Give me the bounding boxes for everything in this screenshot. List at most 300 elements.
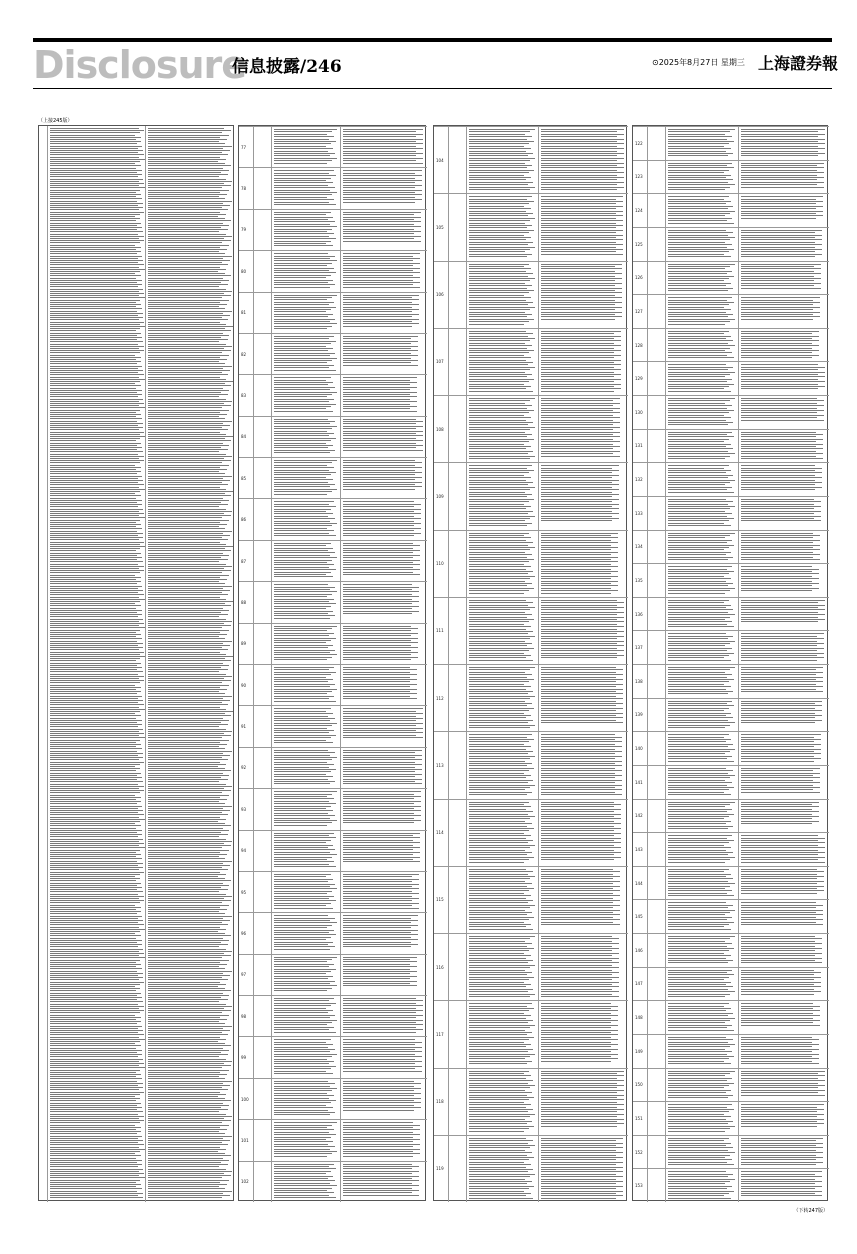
text-line [541,1176,623,1177]
text-line [741,862,825,863]
text-line [541,1097,617,1098]
text-line [541,958,619,959]
text-line [668,336,731,337]
text-line [668,1054,727,1055]
text-line [343,818,414,819]
text-line [469,1119,525,1120]
text-line [741,355,819,356]
text-line [343,659,411,660]
text-line [50,480,143,481]
text-line [541,948,619,949]
text-line [741,1015,820,1016]
text-line [343,280,413,281]
text-line [741,1054,819,1055]
text-line [148,229,228,230]
text-line [148,634,227,635]
text-line [274,742,333,743]
text-line [50,509,143,510]
text-line [741,1022,813,1023]
text-line [541,537,618,538]
text-line [469,1150,525,1151]
text-line [469,970,525,971]
text-line [148,311,232,312]
text-line [50,779,137,780]
text-line [541,251,616,252]
text-line [343,879,419,880]
text-line [741,922,816,923]
text-line [274,927,327,928]
text-line [50,922,138,923]
text-line [469,177,531,178]
text-line [668,350,725,351]
text-line [50,691,141,692]
text-line [741,581,812,582]
text-line [274,659,327,660]
text-line [741,148,825,149]
text-line [50,652,144,653]
text-line [469,1032,532,1033]
text-line [274,603,336,604]
text-line [668,1061,724,1062]
text-line [343,927,411,928]
text-line [541,970,612,971]
text-line [469,559,534,560]
text-line [541,785,622,786]
text-line [50,737,145,738]
text-line [50,194,141,195]
text-line [148,278,223,279]
text-line [469,593,524,594]
text-line [741,607,818,608]
text-line [541,283,622,284]
text-line [274,716,328,717]
text-line [668,444,731,445]
text-line [741,506,821,507]
text-line [668,789,729,790]
text-line [541,859,614,860]
text-line [541,333,614,334]
text-line [343,698,417,699]
paper-name: 上海證券報 [758,54,839,73]
text-line [343,129,423,130]
text-line [668,352,732,353]
text-line [469,619,534,620]
text-line [50,564,138,565]
text-line [668,278,729,279]
text-line [668,814,734,815]
text-line [50,1087,143,1088]
text-line [274,920,330,921]
text-line [541,170,617,171]
text-line [469,564,524,565]
text-line [541,254,623,255]
text-line [50,471,141,472]
text-line [148,203,223,204]
text-line [148,605,231,606]
text-line [741,408,817,409]
text-line [50,355,135,356]
text-line [469,607,535,608]
text-line [469,480,526,481]
text-line [541,857,621,858]
text-line [50,165,141,166]
text-line [274,803,336,804]
text-line [148,834,228,835]
text-line [668,266,730,267]
text-line [741,1090,825,1091]
text-line [469,761,525,762]
text-line [668,1058,729,1059]
text-line [668,254,724,255]
row-number: 83 [241,392,247,398]
text-line [50,401,139,402]
text-line [668,1138,729,1139]
text-line [274,1095,334,1096]
text-line [50,834,142,835]
text-line [343,358,411,359]
text-line [274,1185,337,1186]
text-line [668,1022,725,1023]
text-line [741,348,812,349]
text-line [274,1114,330,1115]
text-line [274,358,337,359]
text-line [343,253,420,254]
text-line [668,1107,727,1108]
text-line [741,232,815,233]
text-line [541,645,624,646]
text-line [741,379,818,380]
text-line [741,720,822,721]
text-line [343,182,415,183]
text-line [741,737,814,738]
text-line [50,570,144,571]
text-line [668,621,732,622]
text-line [469,789,525,790]
text-line [274,1153,332,1154]
text-line [541,629,617,630]
text-line [148,799,227,800]
text-line [343,148,423,149]
text-line [469,153,533,154]
text-line [274,881,328,882]
text-line [343,769,422,770]
text-line [343,650,411,651]
text-line [469,256,527,257]
text-line [274,192,337,193]
text-line [469,869,526,870]
text-line [541,746,622,747]
text-line [148,1173,224,1174]
continued-from-label: （上接245版） [38,118,73,124]
text-line [148,330,231,331]
text-line [50,601,140,602]
text-line [274,486,330,487]
text-line [148,924,228,925]
text-line [50,911,141,912]
text-line [541,412,620,413]
text-line [668,520,729,521]
text-line [343,1190,419,1191]
text-line [668,218,732,219]
text-line [541,1116,617,1117]
text-line [343,231,421,232]
text-line [274,574,326,575]
text-line [741,787,820,788]
text-line [148,830,229,831]
text-line [469,583,532,584]
text-line [274,212,331,213]
text-line [343,173,415,174]
text-line [541,319,615,320]
text-line [148,1023,225,1024]
text-line [50,168,136,169]
text-line [469,1183,527,1184]
text-line [274,589,330,590]
text-line [274,852,330,853]
text-line [148,1180,229,1181]
text-line [50,278,136,279]
text-line [469,1188,529,1189]
text-line [148,559,228,560]
text-line [541,1006,618,1007]
text-line [668,609,733,610]
text-line [343,362,411,363]
text-line [541,309,615,310]
text-line [50,181,139,182]
text-line [741,569,819,570]
text-line [668,669,730,670]
text-line [469,1186,534,1187]
text-line [274,1003,336,1004]
text-line [148,1054,228,1055]
text-line [50,916,142,917]
text-line [148,1096,218,1097]
text-line [469,809,526,810]
text-line [148,669,228,670]
text-line [541,276,615,277]
text-line [50,891,143,892]
text-line [541,492,612,493]
text-line [668,251,729,252]
text-line [541,312,622,313]
text-line [668,962,728,963]
text-line [343,155,416,156]
text-line [469,770,529,771]
text-line [668,1191,734,1192]
text-line [274,253,328,254]
text-line [741,777,820,778]
text-line [741,571,812,572]
text-line [343,1144,420,1145]
text-line [541,1181,623,1182]
text-line [469,1013,524,1014]
text-line [541,638,617,639]
text-line [469,362,533,363]
text-line [541,636,624,637]
text-line [50,324,140,325]
text-line [148,269,226,270]
text-line [148,927,220,928]
text-line [274,861,334,862]
text-line [274,346,326,347]
text-line [148,1111,219,1112]
text-line [668,645,725,646]
text-line [274,404,336,405]
text-line [469,643,532,644]
text-line [741,758,821,759]
text-line [541,1020,618,1021]
text-line [741,343,812,344]
text-line [469,739,534,740]
text-line [469,1191,524,1192]
text-line [541,737,622,738]
text-line [469,552,525,553]
row-number: 115 [436,897,444,903]
text-line [274,845,333,846]
text-line [668,388,724,389]
text-line [741,139,825,140]
text-line [741,242,815,243]
text-line [274,1039,331,1040]
text-line [741,268,821,269]
text-line [741,1008,813,1009]
text-line [343,1056,422,1057]
text-line [148,438,225,439]
text-line [741,677,823,678]
text-line [50,1056,138,1057]
text-line [148,291,232,292]
text-line [668,818,724,819]
text-line [148,698,223,699]
text-line [148,614,228,615]
text-line [741,660,817,661]
text-line [469,484,528,485]
table-row [434,462,628,529]
masthead-top-rule [33,38,832,42]
text-line [274,896,334,897]
text-line [469,1131,524,1132]
row-number: 143 [635,846,643,852]
text-line [541,506,612,507]
text-line [469,1083,528,1084]
text-line [469,1123,527,1124]
text-line [469,917,534,918]
text-line [668,141,734,142]
text-line [469,446,531,447]
text-line [343,932,411,933]
text-line [741,780,813,781]
text-line [469,626,531,627]
text-line [741,962,822,963]
text-line [541,979,612,980]
text-line [469,1030,525,1031]
text-line [148,817,220,818]
text-line [469,1181,532,1182]
text-line [668,151,726,152]
text-line [668,1018,735,1019]
text-line [148,856,219,857]
text-line [148,1144,228,1145]
text-line [274,1149,330,1150]
text-line [148,1081,232,1082]
text-line [668,955,731,956]
text-line [274,932,329,933]
text-line [741,1061,812,1062]
text-line [741,814,812,815]
text-line [541,826,614,827]
text-line [50,1098,140,1099]
text-line [148,432,220,433]
text-line [469,196,532,197]
text-line [668,888,725,889]
text-line [343,681,410,682]
text-line [50,953,144,954]
text-line [274,686,330,687]
text-line [148,286,219,287]
text-line [148,135,229,136]
text-line [343,1153,420,1154]
text-line [541,314,615,315]
text-line [50,1028,138,1029]
text-line [274,908,333,909]
text-line [741,271,814,272]
text-line [148,852,220,853]
text-line [541,345,621,346]
text-line [148,680,231,681]
text-line [50,1151,140,1152]
text-line [343,810,421,811]
text-line [541,763,615,764]
text-line [148,572,222,573]
text-line [274,723,337,724]
text-line [343,1168,412,1169]
text-line [668,153,733,154]
text-line [274,153,335,154]
text-line [148,284,228,285]
text-line [274,199,334,200]
text-line [541,436,620,437]
text-line [741,905,823,906]
text-line [469,852,532,853]
text-line [741,1145,816,1146]
masthead-bottom-rule [33,88,832,89]
text-line [50,337,142,338]
text-line [343,934,418,935]
table-row [633,294,829,328]
text-line [668,163,732,164]
text-line [668,869,729,870]
text-line [469,302,533,303]
text-line [741,333,812,334]
text-line [148,1133,225,1134]
text-line [148,159,226,160]
text-line [343,750,422,751]
text-line [50,792,140,793]
text-line [469,876,535,877]
text-line [741,1181,822,1182]
text-line [148,399,226,400]
text-line [469,648,534,649]
text-line [274,1066,336,1067]
text-line [50,157,139,158]
text-line [343,406,417,407]
text-line [343,771,415,772]
text-line [541,561,618,562]
table-row [633,1135,829,1169]
text-line [469,708,534,709]
text-line [541,535,611,536]
continued-to-label: （下转247版） [793,1208,828,1214]
